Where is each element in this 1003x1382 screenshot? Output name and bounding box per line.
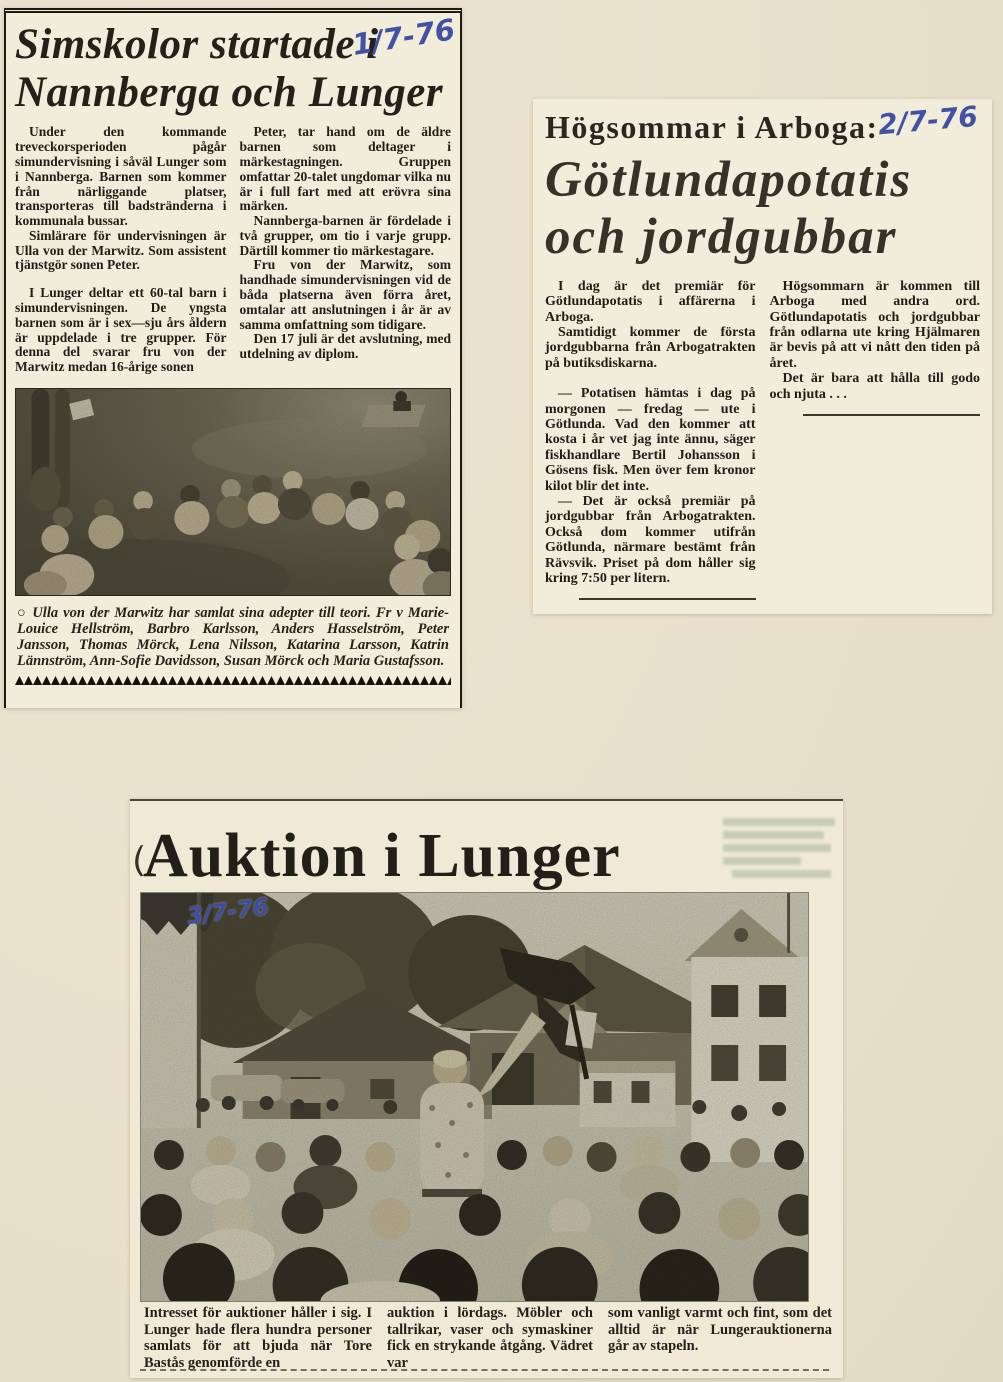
paragraph: Det är bara att hålla till godo och njuta . . . — [769, 371, 980, 402]
handwritten-date: 2/7-76 — [876, 99, 980, 142]
headline-line-2: och jordgubbar — [545, 208, 898, 265]
photo-swim-class-image — [16, 389, 450, 595]
paragraph: Högsommarn är kommen till Arboga med andra ord. Götlundapotatis och jordgubbar från odlarna ute kring Hjälmaren är bevis på att vi nått den tiden på året. — [769, 278, 980, 371]
dashed-rule — [140, 1369, 829, 1371]
caption-text: Ulla von der Marwitz har samlat sina adepter till teori. Fr v Marie-Louice Hellström, Barbro Karlsson, Anders Hasselström, Peter Jansson, Thomas Mörck, Lena Nilsson, Katarina Larsson, Katrin Lännström, Ann-Sofie Davidsson, Susan Mörck och Maria Gustafsson. — [17, 605, 449, 670]
paragraph: — Potatisen hämtas i dag på morgonen — fredag — ute i Götlunda. Vad den kommer att kosta i år vet jag inte ännu, säger fiskhandlare Bertil Johansson i Gösens fisk. Men över fem kronor kilot blir det inte. — [545, 386, 756, 494]
paragraph: I dag är det premiär för Götlundapotatis i affärerna i Arboga. — [545, 278, 756, 325]
zigzag-border — [15, 675, 451, 685]
paragraph: Nannberga-barnen är fördelade i två grupper, om tio i varje grupp. Därtill kommer tio märkestagare. — [239, 213, 451, 258]
kicker: Högsommar i Arboga: — [545, 109, 879, 145]
headline-line-2: Nannberga och Lunger — [15, 69, 444, 117]
paragraph: — Det är också premiär på jordgubbar från Arbogatrakten. Också dom kommer utifrån Götlunda, närmare bestämt från Rävsvik. Priset på dom håller sig kring 7:50 per litern. — [545, 494, 756, 587]
headline: Auktion i Lunger — [143, 822, 621, 890]
article-body — [545, 279, 980, 601]
body-column-right — [770, 279, 981, 601]
paragraph: Samtidigt kommer de första jordgubbarna från Arbogatrakten på butiksdiskarna. — [545, 324, 756, 371]
article-body — [15, 125, 451, 383]
paragraph: Fru von der Marwitz, som handhade simundervisningen vid de båda platserna även förra året, omtalar att anslutningen i år är av samma omfattning som tidigare. — [239, 257, 451, 332]
pen-mark: ( — [127, 840, 150, 882]
clipping-swim-school — [4, 8, 462, 708]
body-column-left — [545, 279, 756, 601]
paragraph: Den 17 juli är det avslutning, med utdelning av diplom. — [239, 331, 451, 362]
clipping-auction — [127, 799, 843, 1378]
body-column-right — [240, 125, 452, 383]
body-column-left — [15, 125, 227, 383]
handwritten-date: 1/7-76 — [349, 12, 457, 62]
paragraph: I Lunger deltar ett 60-tal barn i simundervisningen. De yngsta barnen som är i sex—sju års åldern är uppdelade i tre grupper. För denna del svarar fru von der Marwitz medan 16-årige sonen — [15, 285, 227, 375]
headline-line-1: Götlundapotatis — [545, 151, 913, 208]
photo-auction — [140, 892, 809, 1302]
photo-caption — [15, 605, 451, 669]
paragraph: Peter, tar hand om de äldre barnen som deltager i märkestagningen. Gruppen omfattar 20-talet ungdomar vilka nu är i full fart med att erövra sina märken. — [239, 125, 451, 214]
photo-swim-class — [15, 388, 451, 596]
headline-line-1: Simskolor startade i — [15, 21, 379, 68]
column-rule — [803, 414, 980, 416]
caption-column-1: Intresset för auktioner håller i sig. I Lunger hade flera hundra personer samlats för att bjuda när Tore Bastås genomförde en — [144, 1305, 372, 1371]
clipping-summer-arboga — [533, 99, 992, 614]
ghost-print-showthrough — [723, 813, 835, 883]
paragraph: Under den kommande treveckorsperioden pågår simundervisning i såväl Lunger som i Nannberga. Barnen som kommer från närliggande platser, transporteras till badstränderna i kommunala bussar. — [15, 125, 227, 229]
photo-auction-image — [141, 893, 808, 1301]
handwritten-date: 3/7-76 — [185, 894, 271, 930]
paragraph: Simlärare för undervisningen är Ulla von der Marwitz. Som assistent tjänstgör sonen Peter. — [15, 227, 227, 273]
kicker-row — [545, 99, 980, 145]
headline-block — [15, 12, 457, 117]
column-rule — [579, 598, 756, 600]
caption-column-2: auktion i lördags. Möbler och tallrikar, vaser och symaskiner fick en strykande åtgång. Vädret var — [387, 1305, 593, 1371]
caption-marker: ○ — [17, 605, 28, 622]
photo-caption-row — [144, 1305, 832, 1371]
caption-column-3: som vanligt varmt och fint, som det alltid är när Lungerauktionerna går av stapeln. — [608, 1305, 832, 1354]
